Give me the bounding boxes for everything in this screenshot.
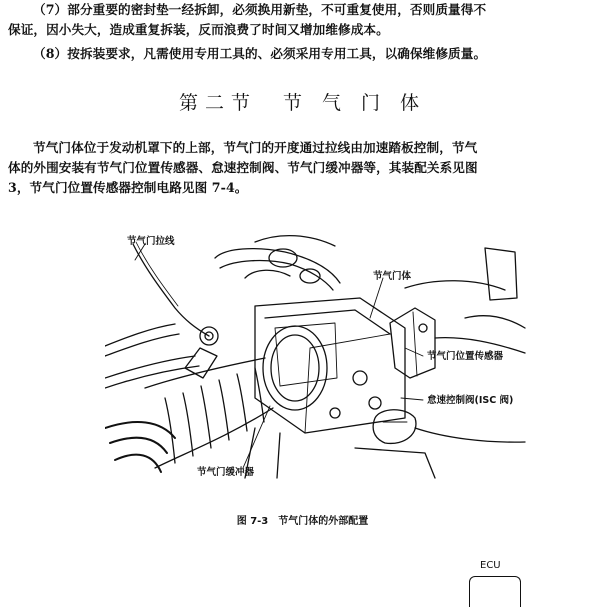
ecu-label: ECU xyxy=(480,560,501,571)
ecu-box xyxy=(469,576,521,607)
text-line: 节气门体位于发动机罩下的上部，节气门的开度通过拉线由加速踏板控制，节气 xyxy=(33,140,478,155)
callout-throttle-body: 节气门体 xyxy=(373,271,412,282)
text-line: （8）按拆装要求，凡需使用专用工具的、必须采用专用工具，以确保维修质量。 xyxy=(33,46,487,61)
text-line: （7）部分重要的密封垫一经拆卸，必须换用新垫，不可重复使用，否则质量得不 xyxy=(33,2,487,17)
throttle-body-figure xyxy=(105,228,560,480)
text-line: 3，节气门位置传感器控制电路见图 7-4。 xyxy=(8,180,248,195)
callout-throttle-cable: 节气门拉线 xyxy=(127,236,175,247)
body-paragraph xyxy=(8,138,598,198)
callout-throttle-position-sensor: 节气门位置传感器 xyxy=(427,351,504,362)
figure-caption: 图 7-3 节气门体的外部配置 xyxy=(236,516,369,527)
paragraph-7 xyxy=(8,0,598,40)
text-line: 保证，因小失大，造成重复拆装，反而浪费了时间又增加维修成本。 xyxy=(8,22,389,37)
section-title: 第二节 节 气 门 体 xyxy=(178,92,427,114)
paragraph-8 xyxy=(8,44,598,64)
callout-isc-valve: 怠速控制阀(ISC 阀) xyxy=(427,395,514,406)
text-line: 体的外围安装有节气门位置传感器、怠速控制阀、节气门缓冲器等，其装配关系见图 xyxy=(8,160,478,175)
callout-throttle-damper: 节气门缓冲器 xyxy=(197,467,255,478)
